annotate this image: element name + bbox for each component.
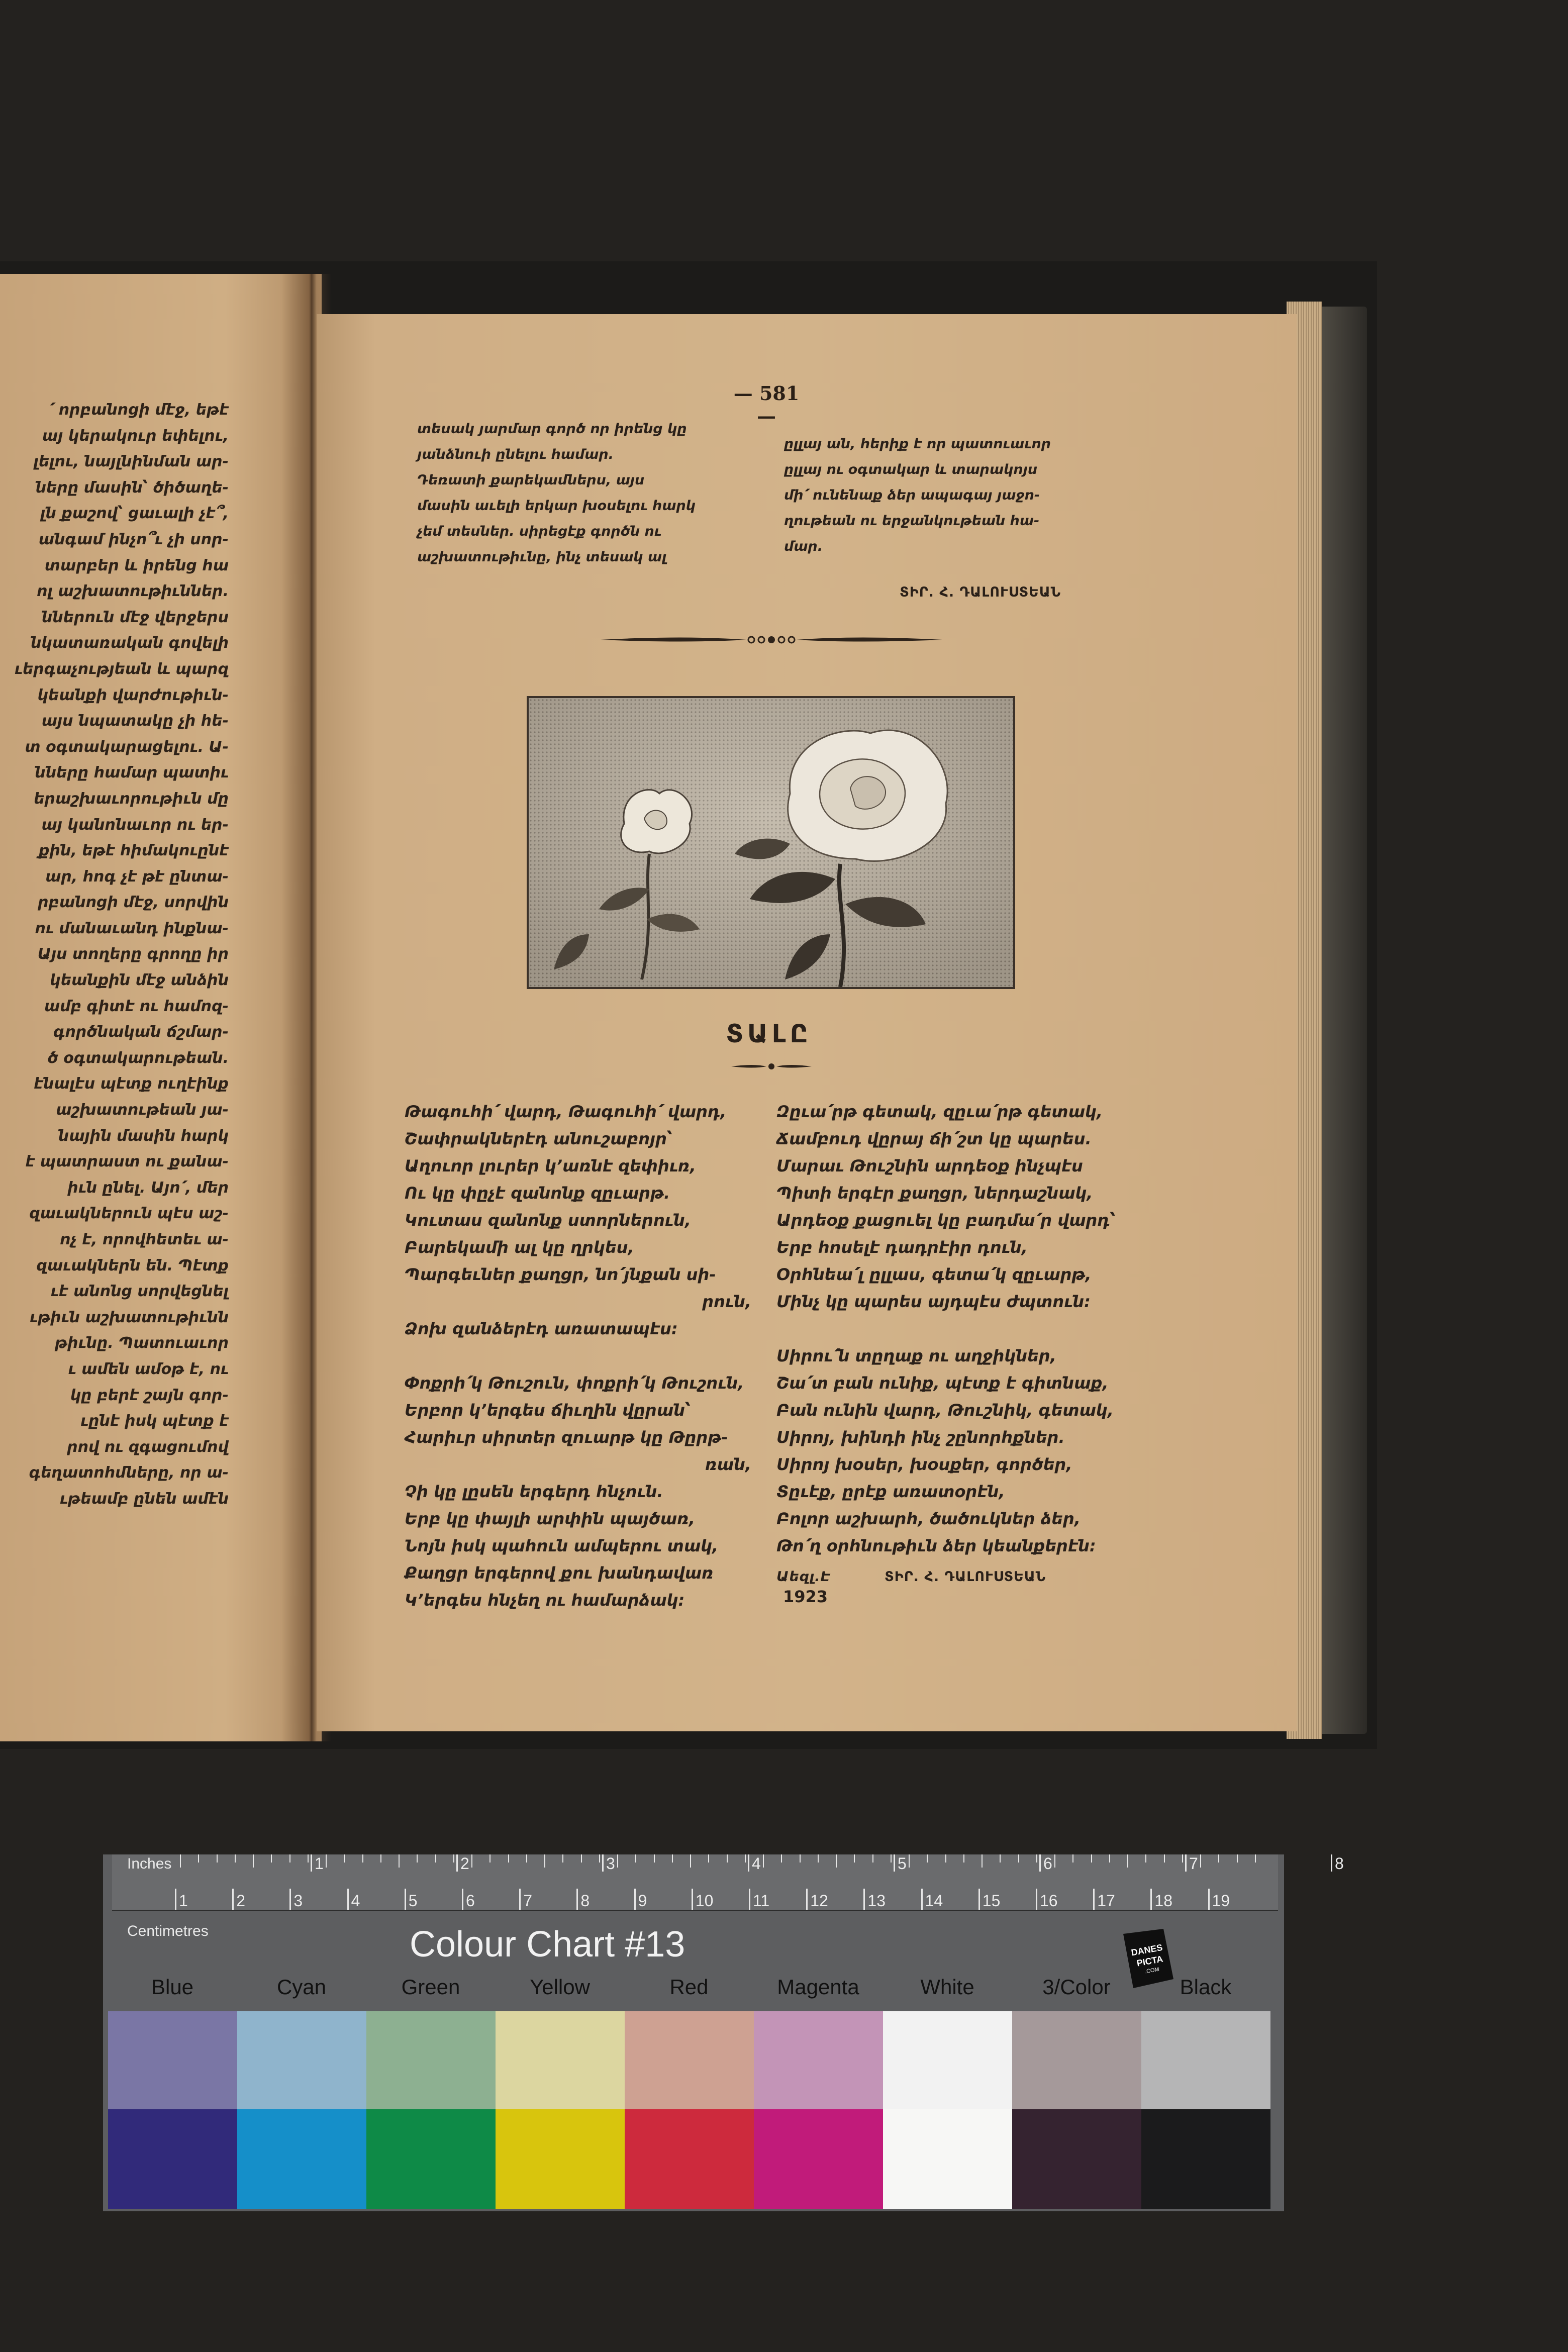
inch-minor-tick xyxy=(562,1854,563,1863)
cm-tick xyxy=(175,1889,176,1910)
poem-place: Աեզլ.Է xyxy=(776,1569,831,1585)
swatch-bottom-magenta xyxy=(754,2109,883,2209)
ruler-inches-label: Inches xyxy=(127,1855,172,1872)
poem-line: Շա՛տ բան ունիք, պէտք է գիտնաք, xyxy=(776,1374,1109,1393)
left-page-line: ՛ որբանոցի մէջ, եթէ xyxy=(48,401,229,419)
left-page-line: այ կանոնաւոր ու եր- xyxy=(41,816,229,834)
inch-minor-tick xyxy=(654,1854,655,1863)
cm-tick xyxy=(232,1889,234,1910)
swatch-top-3color xyxy=(1012,2011,1141,2109)
left-page-line: էնալէս պէտք ուղէինք xyxy=(34,1075,229,1093)
svg-text:PICTA: PICTA xyxy=(1136,1953,1164,1969)
left-page-line: ւերգաչությեան և պարզ xyxy=(14,660,229,678)
swatch-bottom-white xyxy=(883,2109,1012,2209)
left-page-line: երաշխաւորութիւն մը xyxy=(34,790,229,808)
left-page-line: աշխատութեան յա- xyxy=(56,1101,229,1119)
inch-minor-tick xyxy=(308,1854,309,1863)
poem-line: Օրհնեա՛լ ըլլաս, գետա՛կ զըւարթ, xyxy=(776,1265,1092,1284)
inch-minor-tick xyxy=(417,1854,418,1863)
inch-minor-tick xyxy=(217,1854,218,1863)
poem-line: Թագուհի՛ վարդ, Թագուհի՛ վարդ, xyxy=(405,1102,727,1121)
left-page-line: անգամ ինչո՞ւ չի սոր- xyxy=(38,530,229,548)
prose-line: մար. xyxy=(784,539,823,554)
inch-tick xyxy=(748,1854,749,1872)
left-page-line: ծ օգտակարութեան. xyxy=(47,1049,229,1067)
inch-minor-tick xyxy=(581,1854,582,1863)
prose-line: չեմ տեսներ. սիրեցէք գործն ու xyxy=(417,524,662,539)
inch-tick xyxy=(1331,1854,1332,1872)
left-page-line: րով ու զգացումով xyxy=(67,1438,229,1456)
inch-minor-tick xyxy=(1182,1854,1183,1863)
swatch-bottom-cyan xyxy=(237,2109,366,2209)
left-page-line: զաւակներուն պէս աշ- xyxy=(29,1205,229,1223)
inch-minor-tick xyxy=(1109,1854,1110,1863)
left-page-line: գեղատոհմները, որ ա- xyxy=(29,1464,229,1482)
colour-chart xyxy=(103,1854,1344,2211)
prose-line: Դեռատի քարեկամներս, այս xyxy=(417,472,645,488)
inch-minor-tick xyxy=(235,1854,236,1863)
left-page-line: զաւակներն են. Պէտք xyxy=(36,1256,229,1275)
swatch-top-magenta xyxy=(754,2011,883,2109)
poem-line: Արդեօք քացուել կը բադմա՛ր վարդ՝ xyxy=(776,1211,1116,1230)
inch-minor-tick xyxy=(1237,1854,1238,1863)
inch-number: 7 xyxy=(1189,1854,1198,1873)
prose-line: տեսակ յարմար գործ որ իրենց կը xyxy=(417,421,687,437)
inch-minor-tick xyxy=(344,1854,345,1863)
cm-tick xyxy=(1093,1889,1095,1910)
poem-line: Կուտաս զանոնք ստորներուն, xyxy=(405,1211,691,1230)
inch-minor-tick xyxy=(1036,1854,1037,1863)
inch-minor-tick xyxy=(435,1854,436,1863)
cm-tick xyxy=(519,1889,521,1910)
swatch-label: White xyxy=(920,1975,974,1999)
page-number: — 581 — xyxy=(733,382,800,427)
left-page-line: իւն ընել. Այո՛, մեր xyxy=(67,1179,229,1197)
cm-number: 8 xyxy=(580,1892,590,1910)
cm-number: 4 xyxy=(351,1892,360,1910)
inch-minor-tick xyxy=(508,1854,509,1863)
inch-minor-tick xyxy=(963,1854,964,1863)
svg-text:.COM: .COM xyxy=(1144,1966,1160,1975)
cm-number: 15 xyxy=(982,1892,1001,1910)
cm-number: 2 xyxy=(236,1892,245,1910)
left-page-line: նային մասին հարկ xyxy=(58,1127,229,1145)
inch-minor-tick xyxy=(708,1854,709,1863)
inch-number: 2 xyxy=(460,1854,469,1873)
inch-minor-tick xyxy=(362,1854,363,1863)
swatch-label: Yellow xyxy=(530,1975,590,1999)
poem-line: Հարիւր սիրտեր զուարթ կը Թըրթ- xyxy=(405,1428,728,1447)
inch-minor-tick xyxy=(635,1854,636,1863)
poem-line: Թո՛ղ օրհնութիւն ձեր կեանքերէն: xyxy=(776,1536,1096,1555)
left-page-line: նկատառական գովելի xyxy=(30,634,229,652)
poem-line: Բարեկամի ալ կը ղրկես, xyxy=(405,1238,634,1257)
cm-number: 5 xyxy=(408,1892,418,1910)
inch-minor-tick xyxy=(399,1854,400,1868)
left-page-line: է պատրաստ ու քանա- xyxy=(25,1153,229,1171)
poem-line: Մարաւ Թուշնին արդեօք ինչպէս xyxy=(776,1156,1083,1175)
cm-tick xyxy=(806,1889,808,1910)
poem-line: Երբ կը փայլի արփին պայծառ, xyxy=(405,1509,695,1528)
left-page-line: լն քաշով՝ ցաւալի չէ՞, xyxy=(40,505,229,523)
cm-number: 11 xyxy=(753,1892,770,1910)
inch-minor-tick xyxy=(781,1854,782,1863)
inch-minor-tick xyxy=(1018,1854,1019,1863)
cm-tick xyxy=(1208,1889,1210,1910)
cm-tick xyxy=(1150,1889,1152,1910)
cm-number: 19 xyxy=(1212,1892,1230,1910)
inch-minor-tick xyxy=(672,1854,673,1863)
poem-line: Երբոր կ՚երգես ճիւղին վըրան՝ xyxy=(405,1401,691,1420)
left-page-line: թիւնը. Պատուաւոր xyxy=(54,1334,229,1352)
poem-line: Չի կը լըսեն երգերդ հնչուն. xyxy=(405,1482,663,1501)
inch-minor-tick xyxy=(927,1854,928,1863)
inch-minor-tick xyxy=(1145,1854,1146,1863)
inch-minor-tick xyxy=(1054,1854,1055,1868)
inch-minor-tick xyxy=(1072,1854,1073,1863)
swatch-top-red xyxy=(625,2011,754,2109)
poem-title: ՏԱԼԸ xyxy=(726,1019,812,1048)
cm-number: 13 xyxy=(867,1892,886,1910)
poem-column-2 xyxy=(776,1098,1123,1559)
swatch-top-black xyxy=(1141,2011,1270,2109)
cm-number: 9 xyxy=(638,1892,647,1910)
cm-tick xyxy=(921,1889,923,1910)
inch-tick xyxy=(311,1854,312,1872)
left-page-line: քին, եթէ հիմակուընէ xyxy=(38,842,229,860)
inch-minor-tick xyxy=(380,1854,381,1863)
swatch-bottom-blue xyxy=(108,2109,237,2209)
poem-signature: ՏԻՐ. Հ. ԴԱԼՈՒՍՏԵԱՆ xyxy=(885,1569,1046,1585)
swatch-label: Cyan xyxy=(276,1975,327,1999)
chart-title: Colour Chart #13 xyxy=(410,1924,685,1965)
cm-tick xyxy=(634,1889,636,1910)
left-page-line: Այս տողերը գրողը իր xyxy=(37,945,229,963)
left-page-line: գործնական ճշմար- xyxy=(53,1023,229,1041)
cm-tick xyxy=(289,1889,291,1910)
cm-tick xyxy=(863,1889,865,1910)
poem-line: Բան ունին վարդ, Թուշնիկ, գետակ, xyxy=(776,1401,1114,1420)
inch-tick xyxy=(456,1854,458,1872)
inch-tick xyxy=(1185,1854,1187,1872)
left-page-line: կեանքի վարժութիւն- xyxy=(37,686,229,704)
swatch-top-green xyxy=(366,2011,496,2109)
inch-minor-tick xyxy=(727,1854,728,1863)
poem-line: Ու կը փըչէ զանոնք զըւարթ. xyxy=(405,1184,670,1203)
inch-minor-tick xyxy=(836,1854,837,1868)
left-page-line: լելու, նայլնինման ար- xyxy=(33,453,229,471)
poem-line: Զըւա՛րթ գետակ, զըւա՛րթ գետակ, xyxy=(776,1102,1103,1121)
prose-line: աշխատութիւնը, ինչ տեսակ ալ xyxy=(417,549,667,565)
left-page-line: ամբ գիտէ ու համոզ- xyxy=(44,997,229,1015)
left-page-line: ոչ է, որովհետեւ ա- xyxy=(60,1231,229,1248)
cm-tick xyxy=(462,1889,463,1910)
cm-number: 6 xyxy=(466,1892,475,1910)
prose-line: յանձնուի ընելու համար. xyxy=(417,447,614,462)
cm-tick xyxy=(405,1889,406,1910)
inch-minor-tick xyxy=(745,1854,746,1863)
cm-number: 12 xyxy=(810,1892,828,1910)
poem-line: Շափրակներէդ անուշաբոյր՝ xyxy=(405,1129,673,1148)
inch-minor-tick xyxy=(872,1854,873,1863)
left-page-line: կեանքին մէջ անձին xyxy=(50,971,229,990)
swatch-bottom-black xyxy=(1141,2109,1270,2209)
inch-minor-tick xyxy=(599,1854,600,1863)
inch-minor-tick xyxy=(489,1854,491,1863)
inch-minor-tick xyxy=(800,1854,801,1863)
left-page-line: ոլ աշխատութիւններ. xyxy=(37,582,229,601)
inch-minor-tick xyxy=(1200,1854,1201,1868)
inch-minor-tick xyxy=(690,1854,691,1868)
inch-minor-tick xyxy=(471,1854,472,1868)
inch-number: 6 xyxy=(1043,1854,1052,1873)
svg-text:DANES: DANES xyxy=(1130,1942,1163,1958)
cm-tick xyxy=(692,1889,693,1910)
left-page-line: րբանոցի մէջ, սորվին xyxy=(38,894,229,912)
ornament-divider xyxy=(596,628,947,651)
inch-minor-tick xyxy=(909,1854,910,1868)
left-page-text xyxy=(0,397,229,1512)
swatch-top-yellow xyxy=(496,2011,625,2109)
inch-tick xyxy=(1039,1854,1041,1872)
poem-line: Ճամբուդ վըրայ ճի՛շտ կը պարես. xyxy=(776,1129,1092,1148)
cm-number: 10 xyxy=(695,1892,714,1910)
poem-line: Քաղցր երգերով քու խանդավառ xyxy=(405,1563,714,1583)
poem-line: Պարգեւներ քաղցր, նո՛յնքան սի- xyxy=(405,1265,716,1284)
inch-number: 4 xyxy=(752,1854,761,1873)
inch-minor-tick xyxy=(763,1854,764,1868)
left-page-line: տարբեր և իրենց հա xyxy=(44,556,229,574)
swatch-bottom-green xyxy=(366,2109,496,2209)
swatch-bottom-3color xyxy=(1012,2109,1141,2209)
poem-line: Կ՚երգես հնչեղ ու համարձակ: xyxy=(405,1591,685,1610)
poem-line: Ձոխ զանձերէդ առատապէս: xyxy=(405,1319,678,1338)
poem-line: Փոքրի՛կ Թուշուն, փոքրի՛կ Թուշուն, xyxy=(405,1374,744,1393)
inch-minor-tick xyxy=(180,1854,181,1868)
swatch-label: Black xyxy=(1180,1975,1232,1999)
cm-tick xyxy=(347,1889,349,1910)
swatch-top-blue xyxy=(108,2011,237,2109)
prose-column-1 xyxy=(417,416,696,570)
left-page-line: կը բերէ շայն գոր- xyxy=(70,1386,229,1404)
inch-minor-tick xyxy=(945,1854,946,1863)
cm-tick xyxy=(749,1889,750,1910)
inch-minor-tick xyxy=(982,1854,983,1868)
poem-line: Սիրու՛ն տըղաք ու աղջիկներ, xyxy=(776,1346,1056,1365)
inch-minor-tick xyxy=(1255,1854,1256,1863)
cm-tick xyxy=(576,1889,578,1910)
inch-minor-tick xyxy=(544,1854,545,1868)
left-page-line: այ կերակուր եփելու, xyxy=(42,427,229,445)
left-page-line: ները մասին՝ ծիծաղե- xyxy=(35,478,229,497)
inch-minor-tick xyxy=(617,1854,618,1868)
poem-line: Երբ հոսելէ դադրէիր դուն, xyxy=(776,1238,1028,1257)
title-ornament xyxy=(729,1060,814,1072)
left-page-line: այս նպատակը չի հե- xyxy=(41,712,229,730)
inch-minor-tick xyxy=(854,1854,855,1863)
left-page-line: տ օգտակարացելու. Ա- xyxy=(25,738,229,756)
left-page-line: ար, հոգ չէ թէ ընտա- xyxy=(45,867,229,886)
inch-tick xyxy=(602,1854,604,1872)
swatch-label: Green xyxy=(401,1975,460,1999)
swatch-top-cyan xyxy=(237,2011,366,2109)
poem-line: Պիտի երգէր քաղցր, ներդաշնակ, xyxy=(776,1184,1093,1203)
poem-line xyxy=(405,1342,751,1369)
rose-photograph xyxy=(527,696,1015,989)
inch-minor-tick xyxy=(271,1854,272,1863)
left-page-line: ւթեամբ ընեն ամէն xyxy=(59,1490,229,1508)
poem-line: Նոյն իսկ պահուն ամպերու տակ, xyxy=(405,1536,719,1555)
inch-minor-tick xyxy=(326,1854,327,1868)
poem-line: Սիրոյ խօսեր, խօսքեր, գործեր, xyxy=(776,1455,1072,1474)
prose-signature: ՏԻՐ. Հ. ԴԱԼՈՒՍՏԵԱՆ xyxy=(900,584,1061,600)
poem-line xyxy=(776,1315,1123,1342)
prose-column-2 xyxy=(784,431,1051,559)
poem-line: Տըւէք, ըրէք առատօրէն, xyxy=(776,1482,1005,1501)
left-page-line: ւ ամեն ամօթ է, ու xyxy=(68,1360,229,1378)
inch-minor-tick xyxy=(253,1854,254,1868)
inch-minor-tick xyxy=(891,1854,892,1863)
swatch-top-white xyxy=(883,2011,1012,2109)
inch-minor-tick xyxy=(198,1854,199,1863)
ruler-cm-label: Centimetres xyxy=(127,1923,209,1939)
left-page-line: նները համար պատիւ xyxy=(35,764,229,782)
inch-minor-tick xyxy=(1218,1854,1219,1863)
poem-line: Բոլոր աշխարհ, ծածուկներ ձեր, xyxy=(776,1509,1081,1528)
swatch-label: Blue xyxy=(151,1975,194,1999)
poem-year: 1923 xyxy=(783,1587,828,1606)
cm-number: 16 xyxy=(1040,1892,1058,1910)
cm-number: 7 xyxy=(523,1892,532,1910)
swatch-bottom-red xyxy=(625,2109,754,2209)
poem-line: րուն, xyxy=(702,1292,751,1311)
inch-number: 3 xyxy=(606,1854,615,1873)
inch-number: 1 xyxy=(315,1854,324,1873)
cm-number: 3 xyxy=(293,1892,303,1910)
poem-line: Աղուոր լուրեր կ՚առնէ զեփիւռ, xyxy=(405,1156,696,1175)
cm-number: 17 xyxy=(1097,1892,1115,1910)
swatch-label: Red xyxy=(669,1975,709,1999)
poem-line: ռան, xyxy=(705,1455,751,1474)
swatch-label: Magenta xyxy=(777,1975,859,1999)
inch-minor-tick xyxy=(1164,1854,1165,1863)
small-rose xyxy=(621,790,692,853)
inch-number: 8 xyxy=(1335,1854,1344,1873)
inch-minor-tick xyxy=(289,1854,290,1863)
prose-line: ըլլայ ան, հերիք է որ պատուաւոր xyxy=(784,436,1051,452)
cm-tick xyxy=(978,1889,980,1910)
left-page-line: ններուն մէջ վերջերս xyxy=(41,608,229,626)
swatch-bottom-yellow xyxy=(496,2109,625,2209)
prose-line: մի՛ ունենաք ձեր ապագայ յաջո- xyxy=(784,487,1040,503)
poem-line: Մինչ կը պարես այդպէս ժպտուն: xyxy=(776,1292,1091,1311)
left-page-line: ւթիւն աշխատութիւնն xyxy=(30,1308,229,1326)
cm-number: 18 xyxy=(1154,1892,1172,1910)
left-page-line: ու մանաւանդ ինքնա- xyxy=(35,919,229,937)
poem-line: Սիրոյ, խինդի ինչ շընորհքներ. xyxy=(776,1428,1065,1447)
prose-line: ղութեան ու երջանկութեան հա- xyxy=(784,513,1040,529)
left-page-line: ւէ անոնց սորվեցնել xyxy=(50,1283,229,1301)
inch-minor-tick xyxy=(453,1854,454,1863)
inch-minor-tick xyxy=(1091,1854,1092,1863)
prose-line: ըլլայ ու օգտակար և տարակոյս xyxy=(784,462,1038,477)
cm-number: 14 xyxy=(925,1892,943,1910)
inch-minor-tick xyxy=(1127,1854,1128,1868)
inch-minor-tick xyxy=(526,1854,527,1863)
poem-column-1 xyxy=(405,1098,751,1614)
left-page-line: ւընէ իսկ պէտք է xyxy=(80,1412,229,1430)
inch-minor-tick xyxy=(818,1854,819,1863)
large-rose xyxy=(788,730,947,861)
ruler xyxy=(112,1854,1344,1939)
prose-line: մասին աւելի երկար խօսելու հարկ xyxy=(417,498,696,514)
inch-number: 5 xyxy=(898,1854,907,1873)
cm-tick xyxy=(1036,1889,1037,1910)
inch-tick xyxy=(894,1854,895,1872)
inch-minor-tick xyxy=(1000,1854,1001,1863)
cm-number: 1 xyxy=(179,1892,188,1910)
swatch-label: 3/Color xyxy=(1042,1975,1111,1999)
